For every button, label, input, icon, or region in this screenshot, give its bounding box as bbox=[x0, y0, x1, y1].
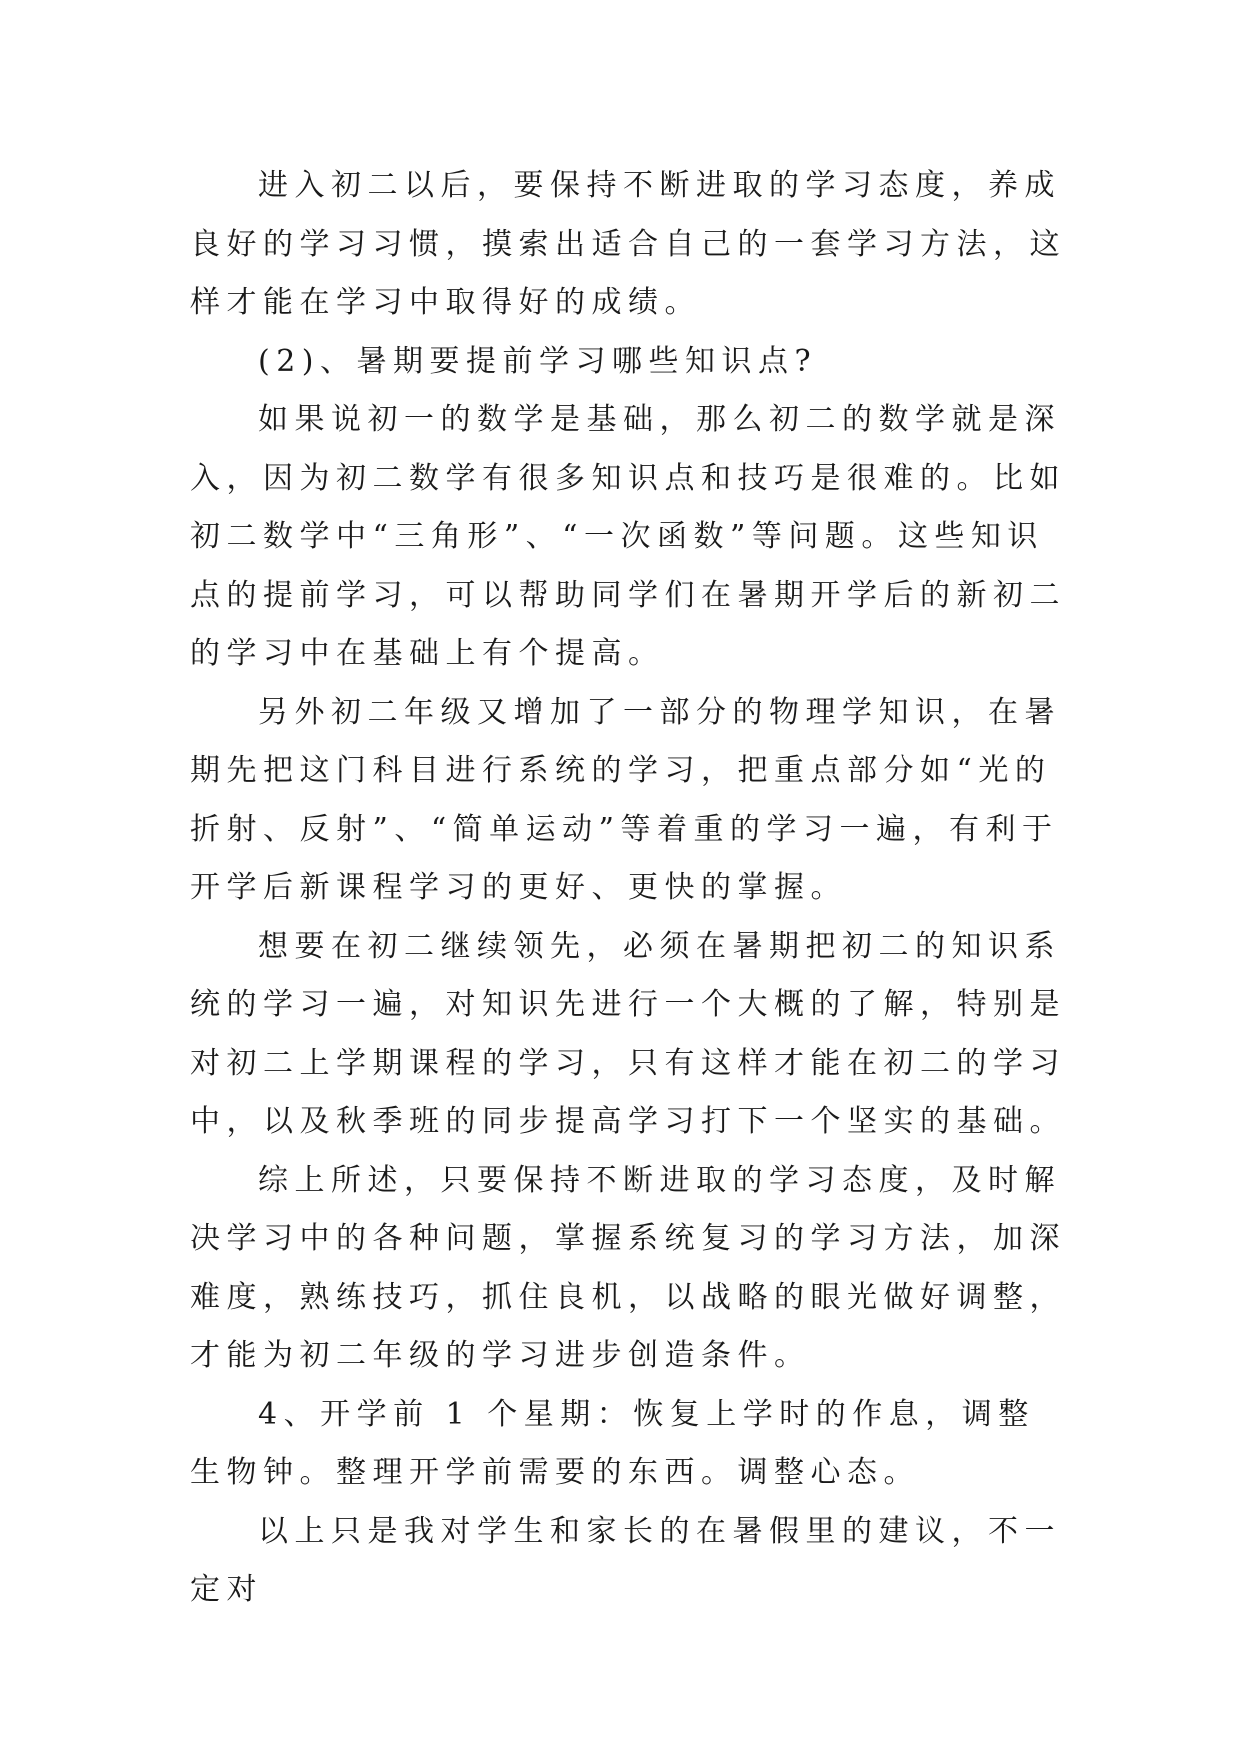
paragraph-1: 进入初二以后，要保持不断进取的学习态度，养成良好的学习习惯，摸索出适合自己的一套学习方法，这样才能在学习中取得好的成绩。 bbox=[190, 168, 1066, 320]
paragraph-6: 综上所述，只要保持不断进取的学习态度，及时解决学习中的各种问题，掌握系统复习的学习方法，加深难度，熟练技巧，抓住良机，以战略的眼光做好调整，才能为初二年级的学习进步创造条件。 bbox=[190, 1162, 1066, 1373]
paragraph-3: 如果说初一的数学是基础，那么初二的数学就是深入，因为初二数学有很多知识点和技巧是很难的。比如初二数学中“三角形”、“一次函数”等问题。这些知识点的提前学习，可以帮助同学们在暑期开学后的新初二的学习中在基础上有个提高。 bbox=[190, 402, 1066, 671]
paragraph-5: 想要在初二继续领先，必须在暑期把初二的知识系统的学习一遍，对知识先进行一个大概的了解，特别是对初二上学期课程的学习，只有这样才能在初二的学习中，以及秋季班的同步提高学习打下一个坚实的基础。 bbox=[190, 928, 1066, 1139]
paragraph-8: 以上只是我对学生和家长的在暑假里的建议，不一定对 bbox=[190, 1513, 1061, 1607]
paragraph-7: 4、开学前 1 个星期：恢复上学时的作息，调整生物钟。整理开学前需要的东西。调整心态。 bbox=[190, 1396, 1035, 1490]
paragraph-4: 另外初二年级又增加了一部分的物理学知识，在暑期先把这门科目进行系统的学习，把重点部分如“光的折射、反射”、“简单运动”等着重的学习一遍，有利于开学后新课程学习的更好、更快的掌握。 bbox=[190, 694, 1061, 905]
document-body bbox=[190, 157, 1070, 1620]
paragraph-2-heading: (2)、暑期要提前学习哪些知识点? bbox=[258, 343, 818, 379]
